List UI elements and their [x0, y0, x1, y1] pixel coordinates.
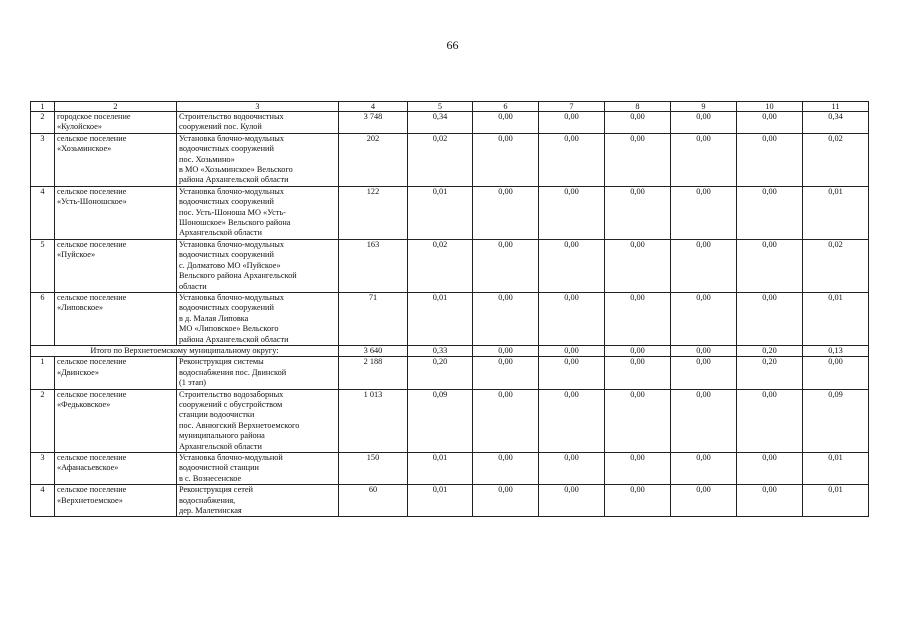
- project-description: Установка блочно-модульной водоочистной станции в с. Вознесенское: [177, 453, 339, 485]
- project-description: Реконструкция системы водоснабжения пос. Двинской (1 этап): [177, 357, 339, 389]
- value-col-9: 0,00: [671, 357, 737, 389]
- value-col-4: 3 748: [339, 112, 408, 134]
- value-col-11: 0,01: [803, 485, 869, 517]
- value-col-10: 0,00: [737, 239, 803, 292]
- value-col-8: 0,00: [605, 112, 671, 134]
- value-col-7: 0,00: [539, 357, 605, 389]
- total-value: 0,33: [408, 345, 473, 356]
- project-description: Строительство водозаборных сооружений с обустройством станции водоочистки пос. Авнюгский Верхнетоемского муниципального района Архангельской области: [177, 389, 339, 452]
- row-number: 1: [31, 357, 55, 389]
- project-description: Реконструкция сетей водоснабжения, дер. Малетинская: [177, 485, 339, 517]
- table-row: [31, 292, 869, 345]
- total-row: [31, 345, 869, 356]
- value-col-6: 0,00: [473, 485, 539, 517]
- total-value: 0,20: [737, 345, 803, 356]
- table-row: [31, 357, 869, 389]
- value-col-5: 0,01: [408, 453, 473, 485]
- settlement-name: сельское поселение «Пуйское»: [55, 239, 177, 292]
- value-col-7: 0,00: [539, 112, 605, 134]
- value-col-5: 0,34: [408, 112, 473, 134]
- row-number: 3: [31, 133, 55, 186]
- total-value: 0,13: [803, 345, 869, 356]
- total-value: 0,00: [539, 345, 605, 356]
- value-col-4: 122: [339, 186, 408, 239]
- value-col-9: 0,00: [671, 485, 737, 517]
- table-row: [31, 133, 869, 186]
- settlement-name: сельское поселение «Усть-Шоношское»: [55, 186, 177, 239]
- value-col-4: 71: [339, 292, 408, 345]
- header-cell: 3: [177, 102, 339, 112]
- data-table: [30, 101, 869, 517]
- value-col-4: 150: [339, 453, 408, 485]
- header-cell: 5: [408, 102, 473, 112]
- row-number: 4: [31, 186, 55, 239]
- value-col-10: 0,00: [737, 453, 803, 485]
- row-number: 3: [31, 453, 55, 485]
- value-col-11: 0,02: [803, 239, 869, 292]
- value-col-5: 0,01: [408, 485, 473, 517]
- value-col-11: 0,34: [803, 112, 869, 134]
- value-col-7: 0,00: [539, 292, 605, 345]
- row-number: 5: [31, 239, 55, 292]
- value-col-11: 0,00: [803, 357, 869, 389]
- value-col-7: 0,00: [539, 485, 605, 517]
- value-col-8: 0,00: [605, 186, 671, 239]
- header-cell: 11: [803, 102, 869, 112]
- table-row: [31, 112, 869, 134]
- value-col-10: 0,00: [737, 389, 803, 452]
- value-col-4: 163: [339, 239, 408, 292]
- header-cell: 10: [737, 102, 803, 112]
- value-col-11: 0,09: [803, 389, 869, 452]
- row-number: 6: [31, 292, 55, 345]
- table-row: [31, 389, 869, 452]
- header-cell: 4: [339, 102, 408, 112]
- value-col-8: 0,00: [605, 389, 671, 452]
- value-col-6: 0,00: [473, 112, 539, 134]
- value-col-5: 0,01: [408, 292, 473, 345]
- value-col-8: 0,00: [605, 357, 671, 389]
- total-value: 3 640: [339, 345, 408, 356]
- value-col-7: 0,00: [539, 239, 605, 292]
- value-col-4: 202: [339, 133, 408, 186]
- value-col-10: 0,00: [737, 186, 803, 239]
- header-row: [31, 102, 869, 112]
- value-col-11: 0,01: [803, 186, 869, 239]
- settlement-name: сельское поселение «Хозьминское»: [55, 133, 177, 186]
- value-col-10: 0,00: [737, 112, 803, 134]
- value-col-6: 0,00: [473, 357, 539, 389]
- page-number: 66: [446, 38, 459, 52]
- table-row: [31, 186, 869, 239]
- value-col-8: 0,00: [605, 133, 671, 186]
- header-cell: 1: [31, 102, 55, 112]
- value-col-6: 0,00: [473, 292, 539, 345]
- settlement-name: сельское поселение «Липовское»: [55, 292, 177, 345]
- table-row: [31, 239, 869, 292]
- value-col-9: 0,00: [671, 186, 737, 239]
- total-value: 0,00: [473, 345, 539, 356]
- settlement-name: городское поселение «Кулойское»: [55, 112, 177, 134]
- header-cell: 9: [671, 102, 737, 112]
- value-col-7: 0,00: [539, 389, 605, 452]
- value-col-4: 2 188: [339, 357, 408, 389]
- row-number: 4: [31, 485, 55, 517]
- value-col-6: 0,00: [473, 389, 539, 452]
- table-row: [31, 453, 869, 485]
- value-col-5: 0,01: [408, 186, 473, 239]
- project-description: Установка блочно-модульных водоочистных сооружений пос. Усть-Шоноша МО «Усть- Шоношское» Вельского района Архангельской области: [177, 186, 339, 239]
- total-value: 0,00: [671, 345, 737, 356]
- value-col-8: 0,00: [605, 453, 671, 485]
- value-col-11: 0,02: [803, 133, 869, 186]
- value-col-9: 0,00: [671, 453, 737, 485]
- value-col-9: 0,00: [671, 112, 737, 134]
- value-col-11: 0,01: [803, 453, 869, 485]
- settlement-name: сельское поселение «Афанасьевское»: [55, 453, 177, 485]
- value-col-10: 0,00: [737, 292, 803, 345]
- value-col-9: 0,00: [671, 292, 737, 345]
- value-col-8: 0,00: [605, 292, 671, 345]
- value-col-9: 0,00: [671, 133, 737, 186]
- settlement-name: сельское поселение «Двинское»: [55, 357, 177, 389]
- value-col-9: 0,00: [671, 389, 737, 452]
- total-label: Итого по Верхнетоемскому муниципальному округу:: [31, 345, 339, 356]
- header-cell: 8: [605, 102, 671, 112]
- value-col-8: 0,00: [605, 485, 671, 517]
- settlement-name: сельское поселение «Верхнетоемское»: [55, 485, 177, 517]
- value-col-6: 0,00: [473, 453, 539, 485]
- value-col-5: 0,09: [408, 389, 473, 452]
- value-col-6: 0,00: [473, 133, 539, 186]
- total-value: 0,00: [605, 345, 671, 356]
- project-description: Установка блочно-модульных водоочистных сооружений с. Долматово МО «Пуйское» Вельского района Архангельской области: [177, 239, 339, 292]
- table-row: [31, 485, 869, 517]
- value-col-11: 0,01: [803, 292, 869, 345]
- value-col-4: 1 013: [339, 389, 408, 452]
- row-number: 2: [31, 389, 55, 452]
- value-col-5: 0,02: [408, 239, 473, 292]
- header-cell: 2: [55, 102, 177, 112]
- value-col-10: 0,20: [737, 357, 803, 389]
- project-description: Строительство водоочистных сооружений пос. Кулой: [177, 112, 339, 134]
- header-cell: 6: [473, 102, 539, 112]
- value-col-7: 0,00: [539, 453, 605, 485]
- value-col-6: 0,00: [473, 186, 539, 239]
- value-col-8: 0,00: [605, 239, 671, 292]
- row-number: 2: [31, 112, 55, 134]
- project-description: Установка блочно-модульных водоочистных сооружений пос. Хозьмино» в МО «Хозьминское» Вельского района Архангельской области: [177, 133, 339, 186]
- value-col-10: 0,00: [737, 485, 803, 517]
- project-description: Установка блочно-модульных водоочистных сооружений в д. Малая Липовка МО «Липовское» Вельского района Архангельской области: [177, 292, 339, 345]
- value-col-7: 0,00: [539, 186, 605, 239]
- settlement-name: сельское поселение «Федьковское»: [55, 389, 177, 452]
- value-col-7: 0,00: [539, 133, 605, 186]
- table-body: [31, 102, 869, 517]
- value-col-5: 0,20: [408, 357, 473, 389]
- value-col-4: 60: [339, 485, 408, 517]
- value-col-10: 0,00: [737, 133, 803, 186]
- value-col-5: 0,02: [408, 133, 473, 186]
- value-col-9: 0,00: [671, 239, 737, 292]
- header-cell: 7: [539, 102, 605, 112]
- value-col-6: 0,00: [473, 239, 539, 292]
